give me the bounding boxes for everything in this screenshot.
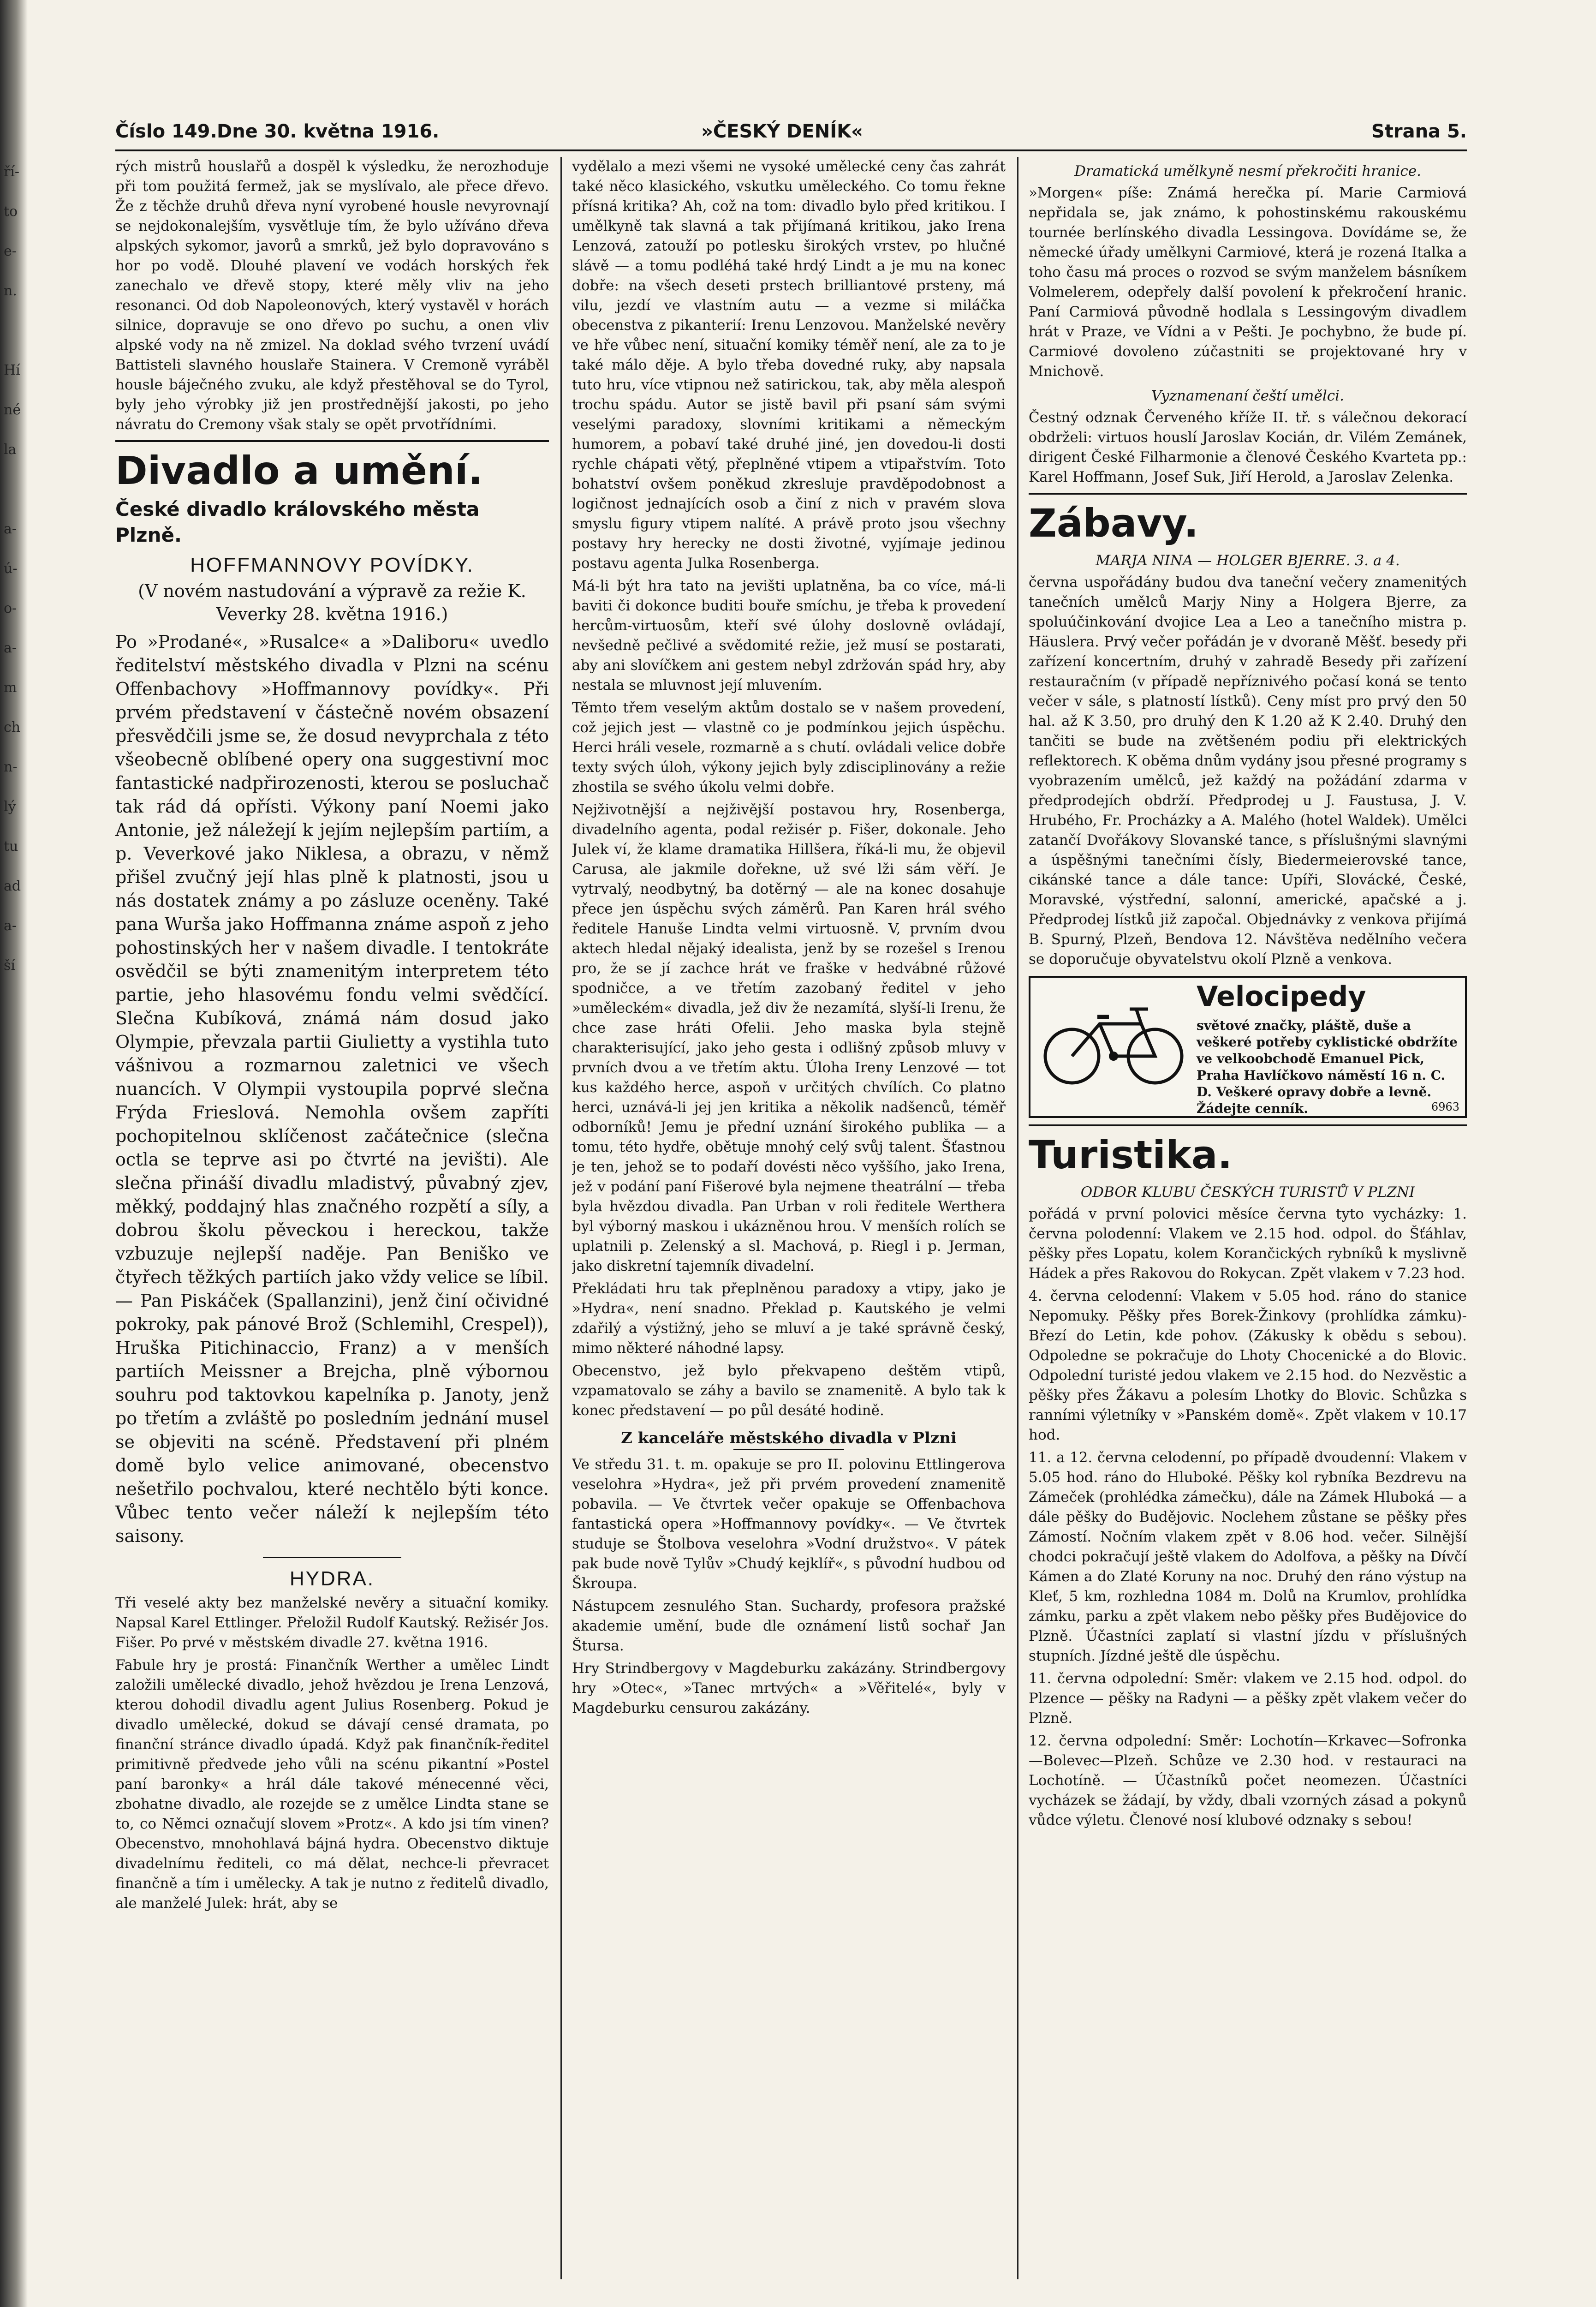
ad-text: světové značky, pláště, duše a veškeré potřeby cyklistické obdržíte ve velkoobchodě Emanuel Pick, Praha Havlíčkovo náměstí 16 n. C. D. Veškeré opravy dobře a levně. Žádejte cenník. [1197,1018,1458,1116]
column-1 [115,157,549,2279]
kct-trip-4: 4. června celodenní: Vlakem v 5.05 hod. ráno do stanice Nepomuky. Pěšky přes Borek-Žinkovy (prohlídka zámku)-Březí do Letin, kde pohov. (Zákusky k obědu s sebou). Odpoledne se pokračuje do Lhoty Chocenické a do Blovic. Odpolední turisté jedou vlakem ve 2.15 hod. do Nezvěstic a pěšky přes Žákavu a polesím Lhotky do Blovic. Schůzka s ranními výletníky v »Panském domě«. Zpět vlakem v 10.17 hod. [1029,1288,1467,1443]
marja-title: MARJA NINA — HOLGER BJERRE. 3. a 4. [1096,552,1400,569]
page-header [115,115,1467,151]
section-title-divadlo: Divadlo a umění. [115,448,483,493]
hydra-paragraph-4: Nejživotnější a nejživější postavou hry, Rosenberga, divadelního agenta, podal režisér p. Fišer, dokonale. Jeho Julek ví, že klame dramatika Hillšera, říká-li mu, že objevil Carusa, ale jakmile dořekne, už své lži sám věří. Je vytrvalý, neodbytný, ba dotěrný — ale na konec dosahuje přece jen úspěchu svých záměrů. Pan Karen hrál svého ředitele Hanuše Lindta velmi virtuosně. V, prvním dvou aktech hledal nějaký idealista, jenž by se rozešel s Irenou pro, že se jí zachce hrát ve fraške v hedvábné růžové spodničce, a ve třetím zazobaný ředitel v jeho »uměleckém« divadla, jež div že nezamítá, slyší-li Irenu, že chce zase hráti Ofelii. Jeho maska byla stejně charakterisující, jako jeho gesta i odlišný způsob mluvy v prvních dvou a ve třetím aktu. Úloha Ireny Lenzové — tot kus každého herce, aspoň v určitých chvílích. Co platno herci, uznává-li jej jen kritika a několik nadšenců, téměř odborníků! Jemu je přední uznání širokého publika — a tomu, této hydře, obětuje mnohý celý svůj talent. Šťastnou je ten, jehož se to podaří dovésti něco vyššího, jako Irena, jež v podání paní Fišerové byla nejmene theatrální — třeba byla hvězdou divadla. Pan Urban v roli ředitele Werthera byl výborný maskou i ukázněnou hrou. V menších rolích se uplatnili p. Zelenský a sl. Machová, p. Riegl i p. Jerman, jako diskretní tajemník divadelní. [572,801,1006,1274]
ad-code: 6963 [1431,1100,1459,1113]
review-note-hoffmann: (V novém nastudování a výpravě za režie K. Veverky 28. května 1916.) [138,581,526,624]
adjacent-page-fragments: ří- to e- n. Hí né la a- ú- o- a- m ch n- lý tu ad a- ší [4,164,21,974]
divider [263,1557,401,1558]
masthead: »ČESKÝ DENÍK« [701,121,863,142]
divider [115,440,549,442]
issue-number: Číslo 149. [115,121,217,142]
bicycle-icon [1040,992,1187,1088]
hydra-paragraph-5: Překládati hru tak přeplněnou paradoxy a vtipy, jako je »Hydra«, není snadno. Překlad p. Kautského je velmi zdařilý a výstižný, jeho se mluví a je také správně český, mimo některé náhodné lapsy. [572,1280,1006,1357]
review-hydra: Fabule hry je prostá: Finančník Werther a umělec Lindt založili umělecké divadlo, jehož hvězdou je Irena Lenzová, kterou dohodil divadlu agent Julius Rosenberg. Pokud je divadlo umělecké, dokud se dávají censé dramata, po finanční stránce divadlo úpadá. Když pak finančník-ředitel primitivně předvede jeho vůli na scénu pikantní »Postel paní baronky« a hrál dále takové ménecenné věci, zbohatne divadlo, ale rozejde se z umělce Lindta stane se to, co Němci označují slovem »Protz«. A kdo jsi tím vinen? Obecenstvo, mnohohlavá bájná hydra. Obecenstvo diktuje divadelnímu řediteli, co má dělat, nechce-li převracet finančně a tím i umělecky. A tak je nutno z ředitelů divadlo, ale manželé Julek: hrát, aby se [115,1657,549,1912]
hydra-paragraph-3: Těmto třem veselým aktům dostalo se v našem provedení, což jejich jest — vlastně co je podmínkou jejich úspěchu. Herci hráli vesele, rozmarně a s chutí. ovládali velice dobře texty svých úloh, výkony jejich byly zdisciplinovány a režie zhostila se svého úkolu velmi dobře. [572,699,1006,795]
column-rule-2 [1017,157,1018,2279]
kct-trip-12: 12. června odpolední: Směr: Lochotín—Krkavec—Sofronka—Bolevec—Plzeň. Schůze ve 2.30 hod. v restauraci na Lochotíně. — Účastníků počet neomezen. Účastníci vycházek se žádají, by vždy, dbali vzorných zásad a pokynů vůdce výletu. Členové nosí klubové odznaky s sebou! [1029,1733,1467,1829]
velocipedy-ad [1029,976,1467,1118]
issue-date: Dne 30. května 1916. [217,121,440,142]
awards-text: Čestný odznak Červeného kříže II. tř. s válečnou dekorací obdrželi: virtuos houslí Jaroslav Kocián, dr. Vilém Zemánek, dirigent České Filharmonie a členové Českého Kvarteta pp.: Karel Hoffmann, Josef Suk, Jiří Herold, a Jaroslav Zelenka. [1029,409,1467,485]
review-title-hoffmann: HOFFMANNOVY POVÍDKY. [190,554,474,576]
page-number: Strana 5. [1371,121,1467,142]
dram-text: »Morgen« píše: Známá herečka pí. Marie Carmiová nepřidala se, jak známo, k pohostinskému rakouskému tournée berlínského divadla Lessingova. Dovídáme se, že německé úřady umělkyni Carmiové, která je rozená Italka a toho času má proces o rozvod se svým manželem básníkem Volmelerem, odepřely další povolení k překročení hranic. Paní Carmiová původně hodlala s Lessingovým divadlem hrát v Praze, ve Vídni a v Pešti. Je pochybno, že bude pí. Carmiové dovoleno zúčastniti se projektované hry v Mnichově. [1029,185,1467,380]
hydra-paragraph-6: Obecenstvo, jež bylo překvapeno deštěm vtipů, vzpamatovalo se záhy a bavilo se znamenitě. A bylo tak k konec představení — po půl desáté hodině. [572,1363,1006,1419]
ad-title: Velocipedy [1197,980,1366,1013]
column-rule-1 [560,157,562,2279]
kct-text: pořádá v první polovici měsíce června tyto vycházky: 1. června polodenní: Vlakem ve 2.15 hod. odpol. do Šťáhlav, pěšky přes Lopatu, kolem Korančických rybníků k myslivně Hádek a přes Rakovou do Rokycan. Zpět vlakem v 7.23 hod. [1029,1206,1467,1282]
sucharda-note: Nástupcem zesnulého Stan. Suchardy, profesora pražské akademie umění, bude dle oznámení listů sochař Jan Štursa. [572,1598,1006,1654]
column-2 [572,157,1006,2279]
review-note-hydra: Tři veselé akty bez manželské nevěry a situační komiky. Napsal Karel Ettlinger. Přeložil Rudolf Kautský. Režisér Jos. Fišer. Po prvé v městském divadle 27. května 1916. [115,1595,549,1651]
review-title-hydra: HYDRA. [289,1567,375,1590]
kct-trip-11b: 11. června odpolední: Směr: vlakem ve 2.15 hod. odpol. do Plzence — pěšky na Radyni — a pěšky zpět vlakem večer do Plzně. [1029,1670,1467,1727]
column-3 [1029,157,1467,2279]
awards-title: Vyznamenaní čeští umělci. [1151,388,1344,404]
kct-trip-11: 11. a 12. června celodenní, po případě dvoudenní: Vlakem v 5.05 hod. ráno do Hluboké. Pěšky kol rybníka Bezdrevu na Zámeček (prohlédka zámečku), dále na Zámek Hluboká — a dále pěšky do Budějovic. Noclehem zůstane se pěšky přes Zámostí. Nočním vlakem zpět v 8.06 hod. večer. Silnější chodci pokračují ještě vlakem do Adolfova, a pěšky na Dívčí Kámen a do Zlaté Koruny na noc. Druhý den ráno výstup na Kleť, 5 km, rozhledna 1084 m. Dolů na Krumlov, prohlídka zámku, parku a zpět vlakem nebo pěšky přes Budějovice do Plzně. Účastníci zaplatí si vlastní jízdu v příslušných stupních. Jízdné ještě dle úspěchu. [1029,1449,1467,1664]
dram-title: Dramatická umělkyně nesmí překročiti hranice. [1074,163,1421,179]
office-title: Z kanceláře městského divadla v Plzni [621,1429,957,1447]
review-hoffmann: Po »Prodané«, »Rusalce« a »Daliboru« uvedlo ředitelství městského divadla v Plzni na scénu Offenbachovy »Hoffmannovy povídky«. Při prvém představení v částečně novém obsazení přesvědčili jsme se, že dosud nevyprchala z této všeobecně oblíbené opery ona suggestivní moc fantastické nadpřirozenosti, kterou se posluchač tak rád dá opřísti. Výkony paní Noemi jako Antonie, jež náležejí k jejím nejlepším partiím, a p. Veverkové jako Niklesa, a obrazu, v němž přišel zvučný její hlas plně k platnosti, jsou u nás dostatek známy a po zásluze oceněny. Také pana Wurša jako Hoffmanna známe aspoň z jeho pohostinských her v našem divadle. I tentokráte osvědčil se býti znamenitým interpretem této partie, jeho hlasovému fondu velmi svědčící. Slečna Kubíková, známá nám dosud jako Olympie, převzala partii Giulietty a vystihla tuto vášnivou a rozmarnou zaletnici ve všech nuancích. V Olympii vystoupila poprvé slečna Frýda Frieslová. Nemohla ovšem zapříti pochopitelnou sklíčenost začátečnice (slečna octla se teprve asi po čtvrté na jevišti). Ale slečna přináší divadlu mladistvý, půvabný zjev, měkký, poddajný hlas značného rozpětí a síly, a dobrou školu pěveckou i hereckou, takže vzbuzuje nejlepší naděje. Pan Beniško ve čtyřech těžkých partiích jako vždy velice se líbil. — Pan Piskáček (Spallanzini), jenž činí očividné pokroky, pak pánové Brož (Schlemihl, Crespel)), Hruška Pitichinaccio, Franz) a v menších partiích Meissner a Brejcha, plně výbornou souhru pod taktovkou kapelníka p. Janoty, jenž po třetím a zvláště po posledním jednání musel se objeviti na scéně. Představení při plném domě bylo velice animované, obecenstvo nešetřilo pochvalou, které nechtělo býti konce. Vůbec tento večer náleží k nejlepším této saisony. [115,632,549,1546]
section-title-turistika: Turistika. [1029,1132,1233,1177]
divider [733,1449,844,1450]
marja-text: června uspořádány budou dva taneční večery znamenitých tanečních umělců Marjy Niny a Holgera Bjerre, za spoluúčinkování dvojice Lea a Leo a tanečního mistra p. Häuslera. Prvý večer pořádán je v dvoraně Měšť. besedy při zařízení koncertním, druhý v zahradě Besedy při zařízení restauračním (v případě nepříznivého počasí koná se tento večer v sále, s platností lístků). Ceny míst pro prvý den 50 hal. až K 3.50, pro druhý den K 1.20 až K 2.40. Druhý den tančiti se bude na zvětšeném podiu při elektrických reflektorech. K oběma dnům vydány jsou přesné programy s vyobrazením umělců, jež každý na požádání zdarma v předprodejích obdrží. Předprodej u J. Faustusa, J. V. Hrubého, Fr. Procházky a A. Malého (hotel Waldek). Umělci zatančí Dvořákovy Slovanské tance, s příslušnými slavnými a úspěšnými tanečními čísly, Biedermeierovské tance, cikánské tance a dále tance: Upíři, Slovácké, České, Moravské, výstřední, salonní, americké, apačské a j. Předprodej lístků již započal. Objednávky z venkova přijímá B. Spurný, Plzeň, Bendova 12. Návštěva nedělního večera se doporučuje obyvatelstvu okolí Plzně a venkova. [1029,574,1467,968]
theatre-heading: České divadlo královského města Plzně. [115,498,480,546]
newspaper-page [115,115,1467,2293]
office-text: Ve středu 31. t. m. opakuje se pro II. polovinu Ettlingerova veselohra »Hydra«, jež při prvém provedení znamenitě pobavila. — Ve čtvrtek večer opakuje se Offenbachova fantastická opera »Hoffmannovy povídky«. — Ve čtvrtek studuje se Štolbova veselohra »Vodní družstvo«. V pátek pak bude nově Tylův »Chudý kejklíř«, s původní hudbou od Škroupa. [572,1456,1006,1592]
divider [1029,493,1467,495]
hydra-continuation: vydělalo a mezi všemi ne vysoké umělecké ceny čas zahrát také něco klasického, vskutku uměleckého. Co tomu řekne přísná kritika? Ah, což na tom: divadlo bylo před kritikou. I umělkyně tak slavná a tak přijímaná kritikou, jako Irena Lenzová, zatouží po potlesku širokých vrstev, po hlučné slávě — a tomu podléhá také hrdý Lindt a je mu na konec dobře: na všech deseti prstech brilliantové prsteny, má vilu, jezdí ve vlastním autu — a vezme si miláčka obecenstva z pikanterií: Irenu Lenzovou. Manželské nevěry ve hře vůbec není, situační komiky téměř není, ale za to je také málo děje. A bylo třeba dovedné ruky, aby napsala tuto hru, více vtipnou než satirickou, tak, aby měla alespoň trochu spádu. Autor se jistě bavil při psaní sám svými veselými paradoxy, slovními kritikami a německým humorem, a pobaví také druhé jiné, jen dovedou-li dosti rychle chápati větý, přeplněné vtipem a vtipařstvím. Toto bohatství ovšem poněkud zkresluje pravděpodobnost a logičnost jednajících osob a činí z nich v pravém slova smyslu figury vtipem nalíté. A právě proto jsou všechny postavy hry herecky ne dosti životné, vyjímaje jedinou postavu agenta Julka Rosenberga. [572,158,1006,572]
divider [1029,1124,1467,1126]
strindberg-note: Hry Strindbergovy v Magdeburku zakázány. Strindbergovy hry »Otec«, »Tanec mrtvých« a »Věřitelé«, byly v Magdeburku censurou zakázány. [572,1660,1006,1716]
kct-title: ODBOR KLUBU ČESKÝCH TURISTŮ V PLZNI [1080,1184,1415,1201]
hydra-paragraph-2: Má-li být hra tato na jevišti uplatněna, ba co více, má-li baviti či dokonce buditi bouře smíchu, je třeba k provedení hercům-virtuosům, kteří své úlohy doslovně ovládají, nevšedně pečlivé a svědomité režie, jež musí se postarati, aby ani slovíčkem ani gestem nebyl zdržován spád hry, aby nestala se mluvnost její mluvením. [572,578,1006,693]
section-title-zabavy: Zábavy. [1029,501,1199,546]
article-continuation: rých mistrů houslařů a dospěl k výsledku, že nerozhoduje při tom použitá fermež, jak se myslívalo, ale přece dřevo. Že z těchže druhů dřeva nyní vyrobené housle nevyrovnají se nejdokonalejším, vysvětluje tím, že bylo užíváno dřeva alpských sykomor, javorů a smrků, jež bylo dopravováno s hor po vodě. Dlouhé plavení ve vodách horských řek zanechalo ve dřevě stopy, které měly vliv na jeho resonanci. Od dob Napoleonových, který vystavěl v horách silnice, dopravuje se ono dřevo po suchu, a onen vliv alpské vody na ně zmizel. Na doklad svého tvrzení uvádí Battisteli slavného houslaře Stainera. V Cremoně vyráběl housle báječného zvuku, ale když přestěhoval se do Tyrol, byly jeho výrobky již jen prostřednější jakosti, po jeho návratu do Cremony však staly se opět prvotřídními. [115,158,549,433]
